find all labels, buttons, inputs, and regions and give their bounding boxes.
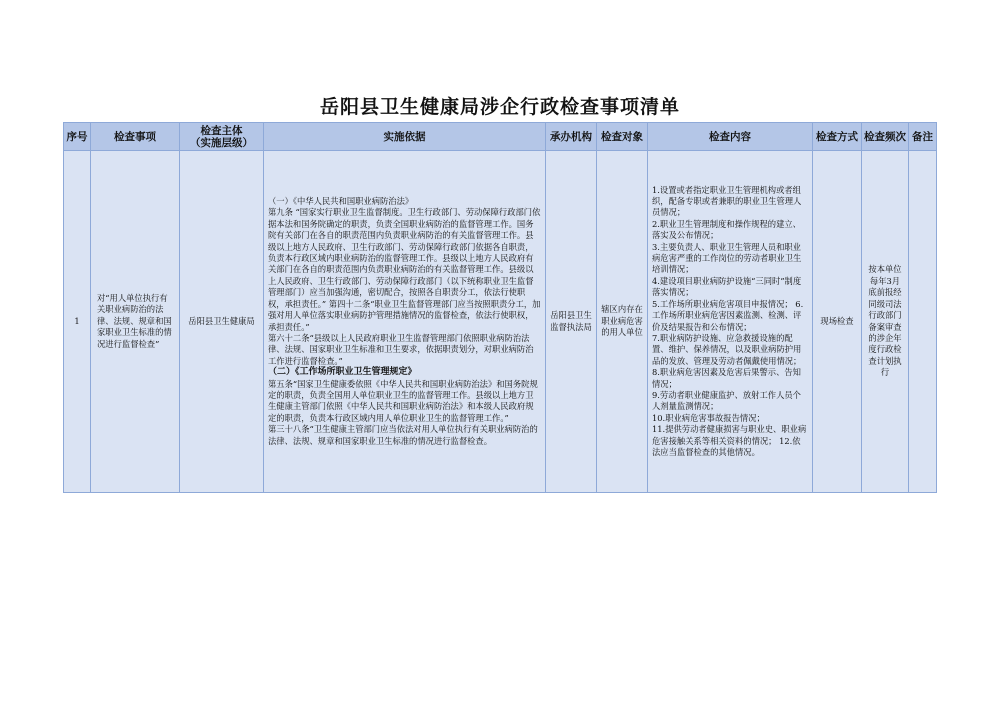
basis-line: 第三十八条“卫生健康主管部门应当依法对用人单位执行有关职业病防治的法律、法规、规章和国家职业卫生标准的情况进行监督检查。 xyxy=(268,424,538,446)
cell-agency-text: 岳阳县卫生监督执法局 xyxy=(550,310,592,332)
content-item: 2.职业卫生管理制度和操作规程的建立、落实及公布情况； xyxy=(652,218,801,241)
basis-line: 第六十二条“县级以上人民政府职业卫生监督管理部门依照职业病防治法律、法规、国家职业卫生标准和卫生要求，依据职责划分，对职业病防治工作进行监督检查。” xyxy=(268,332,534,366)
cell-subject: 岳阳县卫生健康局 xyxy=(180,151,264,493)
basis-line: 第五条“国家卫生健康委依照《中华人民共和国职业病防治法》和国务院规定的职责，负责全国用人单位职业卫生的监督管理工作。县级以上地方卫生健康主管部门依照《中华人民共和国职业病防治法》和本级人民政府规定的职责，负责本行政区域内用人单位职业卫生的监督管理工作。” xyxy=(268,378,538,423)
header-row xyxy=(64,123,937,151)
cell-basis xyxy=(264,151,546,493)
cell-frequency xyxy=(862,151,909,493)
content-item: 8.职业病危害因素及危害后果警示、告知情况； xyxy=(652,367,801,389)
cell-item xyxy=(91,151,180,493)
content-item: 3.主要负责人、职业卫生管理人员和职业病危害严重的工作岗位的劳动者职业卫生培训情况； xyxy=(652,241,802,275)
cell-remark xyxy=(909,151,937,493)
header-frequency: 检查频次 xyxy=(862,123,909,151)
content-item: 10.职业病危害事故报告情况； xyxy=(652,412,765,423)
header-subject xyxy=(180,123,264,151)
page-title: 岳阳县卫生健康局涉企行政检查事项清单 xyxy=(319,96,680,118)
content-list xyxy=(648,184,812,460)
cell-target-text: 辖区内存在职业病危害的用人单位 xyxy=(601,304,643,338)
cell-frequency-text: 按本单位每年3月底前报经同级司法行政部门备案审查的涉企年度行政检查计划执行 xyxy=(868,264,902,378)
header-method: 检查方式 xyxy=(813,123,862,151)
basis-line: （一）《中华人民共和国职业病防治法》 xyxy=(268,196,414,207)
content-item: 11.提供劳动者健康损害与职业史、职业病危害接触关系等相关资料的情况； 12.依法应当监督检查的其他情况。 xyxy=(652,424,807,457)
header-subject-line1: 检查主体 xyxy=(200,124,243,137)
content-item: 4.建设项目职业病防护设施“三同时”制度落实情况； xyxy=(652,275,802,298)
header-target: 检查对象 xyxy=(597,123,648,151)
header-content: 检查内容 xyxy=(648,123,813,151)
header-subject-line2: （实施层级） xyxy=(190,136,253,149)
content-item: 1.设置或者指定职业卫生管理机构或者组织，配备专职或者兼职的职业卫生管理人员情况； xyxy=(652,184,802,218)
table-row xyxy=(64,151,937,493)
content-item: 5.工作场所职业病危害项目申报情况； 6.工作场所职业病危害因素监测、检测、评价及结果报告和公布情况； xyxy=(652,298,804,332)
content-item: 7.职业病防护设施、应急救援设施的配置、维护、保养情况，以及职业病防护用品的发放、管理及劳动者佩戴使用情况； xyxy=(652,332,802,366)
header-item: 检查事项 xyxy=(91,123,180,151)
cell-content xyxy=(648,151,813,493)
header-agency: 承办机构 xyxy=(546,123,597,151)
basis-line: 第九条 “国家实行职业卫生监督制度。卫生行政部门、劳动保障行政部门依据本法和国务院确定的职责，负责全国职业病防治的监督管理工作。国务院有关部门在各自的职责范围内负责职业病防治的有关监督管理工作。县级以上地方人民政府、卫生行政部门、劳动保障行政部门依据各自职责，负责本行政区域内职业病防治的监督管理工作。县级以上地方人民政府有关部门在各自的职责范围内负责职业病防治的有关监督管理工作。县级以上人民政府、卫生行政部门、劳动保障行政部门（以下统称职业卫生监督管理部门）应当加强沟通，密切配合，按照各自职责分工，依法行使职权，承担责任。” 第四十二条“职业卫生监督管理部门应当按照职责分工，加强对用人单位落实职业病防护管理措施情况的监督检查，依法行使职权，承担责任。” xyxy=(268,207,541,332)
content-item: 9.劳动者职业健康监护、放射工作人员个人剂量监测情况； xyxy=(652,389,801,412)
cell-agency xyxy=(546,151,597,493)
header-basis: 实施依据 xyxy=(264,123,546,151)
cell-target xyxy=(597,151,648,493)
header-seq: 序号 xyxy=(64,123,91,151)
cell-method: 现场检查 xyxy=(813,151,862,493)
cell-seq: 1 xyxy=(64,151,91,493)
cell-item-text: 对“用人单位执行有关职业病防治的法律、法规、规章和国家职业卫生标准的情况进行监督检查” xyxy=(97,292,172,349)
header-remark: 备注 xyxy=(909,123,937,151)
basis-line: （二）《工作场所职业卫生管理规定》 xyxy=(268,367,417,378)
basis-text xyxy=(264,195,545,448)
inspection-table xyxy=(63,122,937,493)
